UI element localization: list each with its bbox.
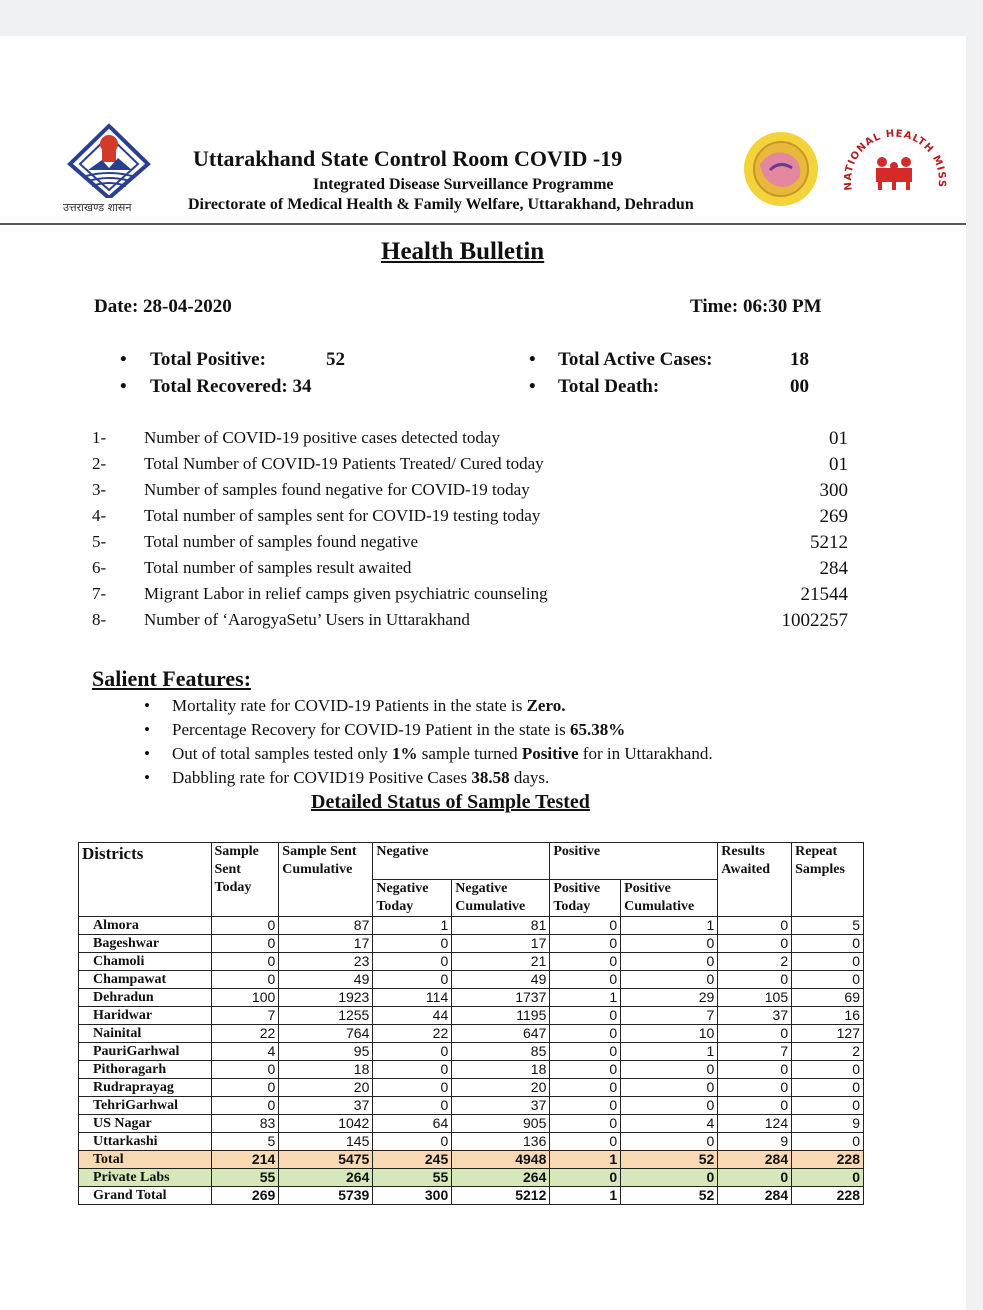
feature-positivity <box>172 744 713 764</box>
item-text: Number of COVID-19 positive cases detected today <box>144 428 500 447</box>
value-cell: 1 <box>550 989 621 1007</box>
item-number: 8- <box>92 610 107 629</box>
district-cell: Almora <box>79 917 212 935</box>
list-item <box>0 480 966 506</box>
value-cell: 0 <box>550 1133 621 1151</box>
value-cell: 0 <box>211 971 279 989</box>
item-value: 01 <box>829 454 848 475</box>
item-value: 300 <box>819 480 848 501</box>
value-cell: 0 <box>373 971 452 989</box>
feature-emphasis: Positive <box>521 744 579 763</box>
value-cell: 0 <box>792 1079 864 1097</box>
table-row <box>79 917 864 935</box>
table-row <box>79 1115 864 1133</box>
item-text: Total number of samples sent for COVID-19 testing today <box>144 506 541 525</box>
value-cell: 0 <box>718 1097 792 1115</box>
value-cell: 55 <box>373 1169 452 1187</box>
col-negative-today: Negative Today <box>373 880 452 917</box>
district-cell: Champawat <box>79 971 212 989</box>
bulletin-page <box>0 36 966 1310</box>
district-cell: US Nagar <box>79 1115 212 1133</box>
nhm-logo-text: NATIONAL HEALTH MISS <box>842 128 948 191</box>
value-cell: 0 <box>211 1079 279 1097</box>
value-cell: 0 <box>621 953 718 971</box>
value-cell: 647 <box>452 1025 550 1043</box>
value-cell: 52 <box>621 1151 718 1169</box>
value-cell: 5475 <box>279 1151 373 1169</box>
value-cell: 22 <box>211 1025 279 1043</box>
value-cell: 1042 <box>279 1115 373 1133</box>
value-cell: 0 <box>792 1169 864 1187</box>
district-cell: Uttarkashi <box>79 1133 212 1151</box>
value-cell: 10 <box>621 1025 718 1043</box>
table-row <box>79 1133 864 1151</box>
feature-text: sample turned <box>417 744 522 763</box>
value-cell: 85 <box>452 1043 550 1061</box>
list-item <box>0 428 966 454</box>
item-text: Number of ‘AarogyaSetu’ Users in Uttarakhand <box>144 610 470 629</box>
value-cell: 0 <box>718 1079 792 1097</box>
value-cell: 124 <box>718 1115 792 1133</box>
value-cell: 300 <box>373 1187 452 1205</box>
total-active-label: Total Active Cases: <box>558 349 713 370</box>
value-cell: 0 <box>373 935 452 953</box>
value-cell: 0 <box>211 917 279 935</box>
table-row <box>79 1061 864 1079</box>
value-cell: 69 <box>792 989 864 1007</box>
col-sent-today: Sample Sent Today <box>211 843 279 917</box>
bulletin-title: Health Bulletin <box>381 238 545 265</box>
value-cell: 20 <box>279 1079 373 1097</box>
item-text: Number of samples found negative for COVID-19 today <box>144 480 530 499</box>
item-value: 01 <box>829 428 848 449</box>
district-cell: Pithoragarh <box>79 1061 212 1079</box>
feature-text: Out of total samples tested only <box>172 744 393 763</box>
item-value: 1002257 <box>781 610 848 631</box>
item-value: 284 <box>819 558 848 579</box>
value-cell: 1195 <box>452 1007 550 1025</box>
header-subtitle: Integrated Disease Surveillance Programme <box>313 176 614 193</box>
header-title: Uttarakhand State Control Room COVID -19 <box>193 146 623 171</box>
district-cell: Bageshwar <box>79 935 212 953</box>
total-row <box>79 1151 864 1169</box>
value-cell: 0 <box>373 1079 452 1097</box>
value-cell: 1737 <box>452 989 550 1007</box>
value-cell: 0 <box>621 1061 718 1079</box>
item-value: 5212 <box>810 532 848 553</box>
feature-doubling <box>172 768 549 788</box>
district-cell: Rudraprayag <box>79 1079 212 1097</box>
item-number: 1- <box>92 428 107 447</box>
value-cell: 5 <box>792 917 864 935</box>
value-cell: 49 <box>279 971 373 989</box>
value-cell: 0 <box>211 1061 279 1079</box>
value-cell: 0 <box>550 1061 621 1079</box>
item-number: 6- <box>92 558 107 577</box>
table-row <box>79 989 864 1007</box>
value-cell: 0 <box>373 1043 452 1061</box>
col-sent-cumulative: Sample Sent Cumulative <box>279 843 373 917</box>
grand-row <box>79 1187 864 1205</box>
item-value: 269 <box>819 506 848 527</box>
feature-text: for in Uttarakhand. <box>578 744 713 763</box>
uttarakhand-emblem-icon <box>66 120 152 198</box>
list-item <box>0 610 966 636</box>
value-cell: 0 <box>621 1097 718 1115</box>
district-cell: TehriGarhwal <box>79 1097 212 1115</box>
value-cell: 20 <box>452 1079 550 1097</box>
value-cell: 1 <box>621 1043 718 1061</box>
district-cell: Total <box>79 1151 212 1169</box>
header-directorate: Directorate of Medical Health & Family Welfare, Uttarakhand, Dehradun <box>188 196 694 213</box>
value-cell: 0 <box>621 1079 718 1097</box>
item-value: 21544 <box>800 584 848 605</box>
table-row <box>79 1007 864 1025</box>
list-item <box>0 506 966 532</box>
value-cell: 136 <box>452 1133 550 1151</box>
table-row <box>79 1079 864 1097</box>
value-cell: 29 <box>621 989 718 1007</box>
bullet-icon: • <box>144 696 150 715</box>
bulletin-time: Time: 06:30 PM <box>690 296 822 317</box>
value-cell: 18 <box>279 1061 373 1079</box>
col-negative-cumulative: Negative Cumulative <box>452 880 550 917</box>
feature-recovery <box>172 720 625 740</box>
value-cell: 7 <box>718 1043 792 1061</box>
value-cell: 5 <box>211 1133 279 1151</box>
value-cell: 0 <box>792 1061 864 1079</box>
value-cell: 1 <box>621 917 718 935</box>
value-cell: 4948 <box>452 1151 550 1169</box>
value-cell: 81 <box>452 917 550 935</box>
value-cell: 0 <box>718 1025 792 1043</box>
total-positive-value: 52 <box>326 349 345 370</box>
bullet-icon: • <box>120 349 127 370</box>
district-cell: Dehradun <box>79 989 212 1007</box>
col-negative: Negative <box>373 843 550 880</box>
feature-emphasis: Zero. <box>526 696 566 715</box>
value-cell: 22 <box>373 1025 452 1043</box>
item-number: 7- <box>92 584 107 603</box>
value-cell: 17 <box>452 935 550 953</box>
value-cell: 764 <box>279 1025 373 1043</box>
item-text: Migrant Labor in relief camps given psychiatric counseling <box>144 584 548 603</box>
salient-heading: Salient Features: <box>92 666 252 691</box>
value-cell: 114 <box>373 989 452 1007</box>
value-cell: 0 <box>211 935 279 953</box>
value-cell: 264 <box>452 1169 550 1187</box>
value-cell: 145 <box>279 1133 373 1151</box>
total-active-value: 18 <box>790 349 809 370</box>
feature-text: Dabbling rate for COVID19 Positive Cases <box>172 768 472 787</box>
value-cell: 2 <box>792 1043 864 1061</box>
value-cell: 214 <box>211 1151 279 1169</box>
item-text: Total Number of COVID-19 Patients Treated/ Cured today <box>144 454 544 473</box>
value-cell: 284 <box>718 1151 792 1169</box>
nhm-logo-icon <box>838 118 950 228</box>
value-cell: 0 <box>550 953 621 971</box>
feature-emphasis: 38.58 <box>471 768 510 787</box>
item-text: Total number of samples found negative <box>144 532 419 551</box>
value-cell: 83 <box>211 1115 279 1133</box>
value-cell: 1255 <box>279 1007 373 1025</box>
district-cell: Haridwar <box>79 1007 212 1025</box>
item-number: 3- <box>92 480 107 499</box>
item-text: Total number of samples result awaited <box>144 558 412 577</box>
feature-text: Percentage Recovery for COVID-19 Patient in the state is <box>172 720 570 739</box>
table-row <box>79 971 864 989</box>
feature-mortality <box>172 696 565 716</box>
district-cell: PauriGarhwal <box>79 1043 212 1061</box>
value-cell: 21 <box>452 953 550 971</box>
value-cell: 0 <box>211 1097 279 1115</box>
table-row <box>79 1097 864 1115</box>
value-cell: 0 <box>621 1133 718 1151</box>
value-cell: 0 <box>550 971 621 989</box>
value-cell: 228 <box>792 1187 864 1205</box>
table-title: Detailed Status of Sample Tested <box>311 791 590 813</box>
value-cell: 245 <box>373 1151 452 1169</box>
value-cell: 64 <box>373 1115 452 1133</box>
value-cell: 0 <box>550 935 621 953</box>
value-cell: 37 <box>279 1097 373 1115</box>
value-cell: 0 <box>373 1133 452 1151</box>
bulletin-date: Date: 28-04-2020 <box>94 296 232 317</box>
value-cell: 0 <box>550 1097 621 1115</box>
value-cell: 9 <box>792 1115 864 1133</box>
list-item <box>0 454 966 480</box>
value-cell: 127 <box>792 1025 864 1043</box>
value-cell: 105 <box>718 989 792 1007</box>
value-cell: 0 <box>621 1169 718 1187</box>
header-divider <box>0 223 966 225</box>
value-cell: 0 <box>792 953 864 971</box>
value-cell: 2 <box>718 953 792 971</box>
district-cell: Grand Total <box>79 1187 212 1205</box>
value-cell: 49 <box>452 971 550 989</box>
table-row <box>79 953 864 971</box>
bullet-icon: • <box>529 376 536 397</box>
value-cell: 0 <box>550 1115 621 1133</box>
value-cell: 0 <box>621 971 718 989</box>
value-cell: 0 <box>718 1061 792 1079</box>
district-cell: Private Labs <box>79 1169 212 1187</box>
feature-text: Mortality rate for COVID-19 Patients in the state is <box>172 696 527 715</box>
value-cell: 0 <box>550 1169 621 1187</box>
value-cell: 0 <box>718 935 792 953</box>
value-cell: 0 <box>550 1025 621 1043</box>
total-recovered: Total Recovered: 34 <box>150 376 312 397</box>
value-cell: 7 <box>621 1007 718 1025</box>
value-cell: 1 <box>373 917 452 935</box>
value-cell: 4 <box>211 1043 279 1061</box>
value-cell: 0 <box>550 917 621 935</box>
value-cell: 0 <box>550 1079 621 1097</box>
value-cell: 1 <box>550 1187 621 1205</box>
district-cell: Nainital <box>79 1025 212 1043</box>
value-cell: 0 <box>718 971 792 989</box>
item-number: 5- <box>92 532 107 551</box>
list-item <box>0 532 966 558</box>
value-cell: 0 <box>373 953 452 971</box>
value-cell: 0 <box>211 953 279 971</box>
value-cell: 264 <box>279 1169 373 1187</box>
value-cell: 5739 <box>279 1187 373 1205</box>
bullet-icon: • <box>144 744 150 763</box>
col-results-awaited: Results Awaited <box>718 843 792 917</box>
private-row <box>79 1169 864 1187</box>
emblem-caption: उत्तराखण्ड शासन <box>63 201 132 214</box>
value-cell: 52 <box>621 1187 718 1205</box>
bullet-icon: • <box>120 376 127 397</box>
value-cell: 228 <box>792 1151 864 1169</box>
value-cell: 87 <box>279 917 373 935</box>
value-cell: 0 <box>792 935 864 953</box>
value-cell: 0 <box>792 1133 864 1151</box>
value-cell: 0 <box>718 917 792 935</box>
value-cell: 100 <box>211 989 279 1007</box>
value-cell: 284 <box>718 1187 792 1205</box>
value-cell: 37 <box>452 1097 550 1115</box>
feature-text: days. <box>509 768 550 787</box>
value-cell: 0 <box>792 1097 864 1115</box>
col-positive-cumulative: Positive Cumulative <box>621 880 718 917</box>
value-cell: 4 <box>621 1115 718 1133</box>
item-number: 2- <box>92 454 107 473</box>
table-row <box>79 935 864 953</box>
value-cell: 0 <box>792 971 864 989</box>
list-item <box>0 584 966 610</box>
value-cell: 9 <box>718 1133 792 1151</box>
value-cell: 17 <box>279 935 373 953</box>
value-cell: 1 <box>550 1151 621 1169</box>
value-cell: 16 <box>792 1007 864 1025</box>
value-cell: 37 <box>718 1007 792 1025</box>
total-positive-label: Total Positive: <box>150 349 266 370</box>
feature-emphasis: 65.38% <box>569 720 626 739</box>
total-death-value: 00 <box>790 376 809 397</box>
item-number: 4- <box>92 506 107 525</box>
value-cell: 18 <box>452 1061 550 1079</box>
value-cell: 5212 <box>452 1187 550 1205</box>
sample-status-table <box>78 842 864 1205</box>
value-cell: 905 <box>452 1115 550 1133</box>
table-row <box>79 1025 864 1043</box>
col-repeat-samples: Repeat Samples <box>792 843 864 917</box>
value-cell: 0 <box>550 1007 621 1025</box>
value-cell: 0 <box>373 1097 452 1115</box>
value-cell: 44 <box>373 1007 452 1025</box>
col-positive-today: Positive Today <box>550 880 621 917</box>
bullet-icon: • <box>144 768 150 787</box>
bullet-icon: • <box>144 720 150 739</box>
col-positive: Positive <box>550 843 718 880</box>
total-death-label: Total Death: <box>558 376 660 397</box>
bullet-icon: • <box>529 349 536 370</box>
feature-emphasis: 1% <box>392 744 418 763</box>
table-row <box>79 1043 864 1061</box>
value-cell: 0 <box>373 1061 452 1079</box>
idsp-logo-icon <box>742 130 820 208</box>
value-cell: 0 <box>550 1043 621 1061</box>
value-cell: 95 <box>279 1043 373 1061</box>
value-cell: 0 <box>718 1169 792 1187</box>
list-item <box>0 558 966 584</box>
district-cell: Chamoli <box>79 953 212 971</box>
value-cell: 7 <box>211 1007 279 1025</box>
value-cell: 0 <box>621 935 718 953</box>
value-cell: 1923 <box>279 989 373 1007</box>
value-cell: 269 <box>211 1187 279 1205</box>
col-districts: Districts <box>79 843 212 917</box>
value-cell: 55 <box>211 1169 279 1187</box>
table-body <box>79 917 864 1205</box>
value-cell: 23 <box>279 953 373 971</box>
